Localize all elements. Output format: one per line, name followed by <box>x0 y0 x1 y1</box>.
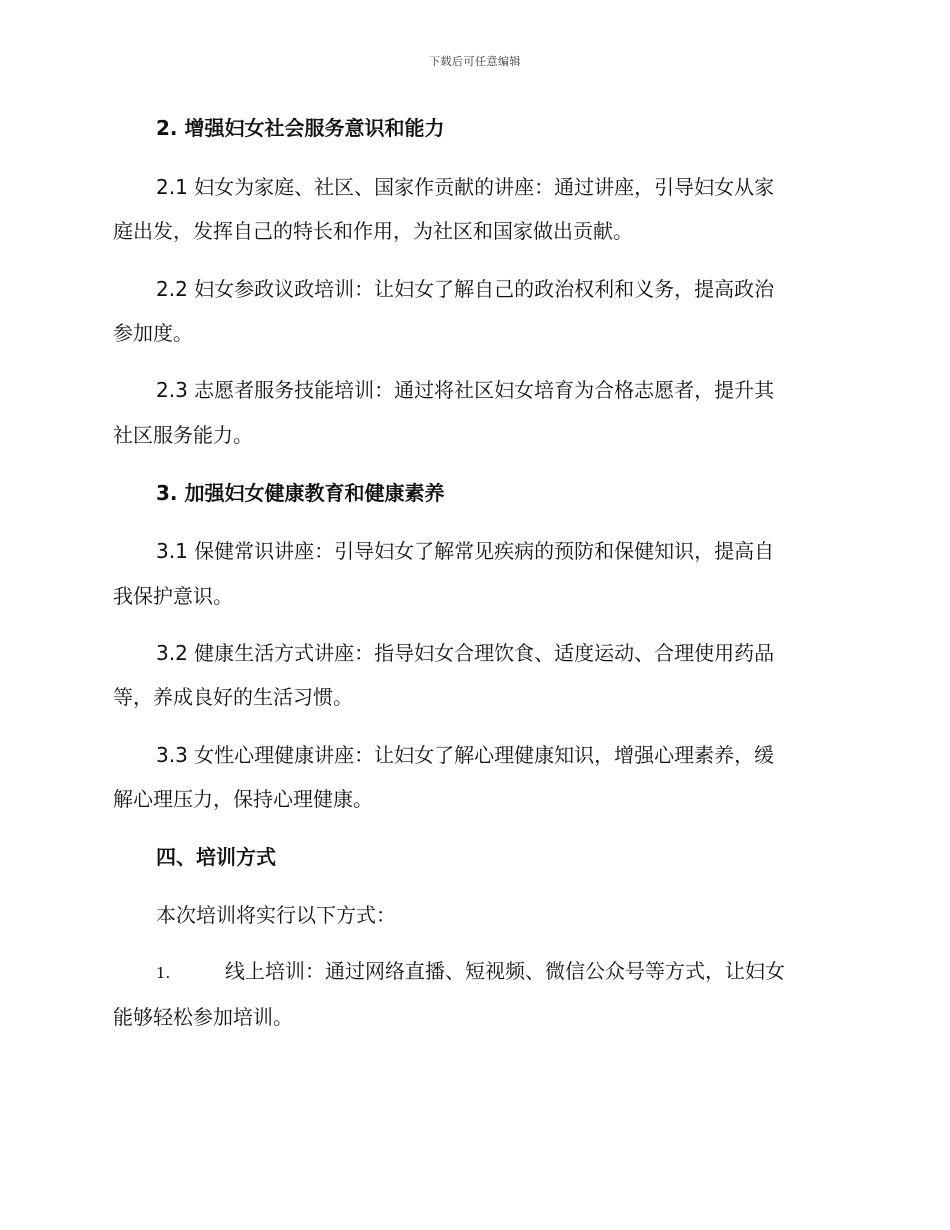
section-heading-2: 2. 增强妇女社会服务意识和能力 <box>156 116 445 140</box>
paragraph-3-2-line2: 等，养成良好的生活习惯。 <box>113 685 353 709</box>
paragraph-3-3-line1: 3.3 女性心理健康讲座：让妇女了解心理健康知识，增强心理素养，缓 <box>156 743 775 767</box>
header-note: 下载后可任意编辑 <box>429 55 521 68</box>
list-item-1-line2: 能够轻松参加培训。 <box>113 1005 293 1029</box>
paragraph-3-2-line1: 3.2 健康生活方式讲座：指导妇女合理饮食、适度运动、合理使用药品 <box>156 641 775 665</box>
paragraph-2-2-line2: 参加度。 <box>113 321 193 345</box>
paragraph-3-1-line2: 我保护意识。 <box>113 584 233 608</box>
paragraph-4-intro: 本次培训将实行以下方式： <box>156 903 396 927</box>
paragraph-3-3-line2: 解心理压力，保持心理健康。 <box>113 787 373 811</box>
list-item-text-line1: 线上培训：通过网络直播、短视频、微信公众号等方式，让妇女 <box>225 959 785 983</box>
paragraph-3-1-line1: 3.1 保健常识讲座：引导妇女了解常见疾病的预防和保健知识，提高自 <box>156 539 775 563</box>
paragraph-2-3-line2: 社区服务能力。 <box>113 423 253 447</box>
paragraph-2-3-line1: 2.3 志愿者服务技能培训：通过将社区妇女培育为合格志愿者，提升其 <box>156 378 775 402</box>
section-heading-4: 四、培训方式 <box>156 845 276 869</box>
paragraph-2-1-line1: 2.1 妇女为家庭、社区、国家作贡献的讲座：通过讲座，引导妇女从家 <box>156 175 775 199</box>
list-item-number: 1. <box>156 964 171 982</box>
paragraph-2-2-line1: 2.2 妇女参政议政培训：让妇女了解自己的政治权利和义务，提高政治 <box>156 277 775 301</box>
section-heading-3: 3. 加强妇女健康教育和健康素养 <box>156 481 445 505</box>
paragraph-2-1-line2: 庭出发，发挥自己的特长和作用，为社区和国家做出贡献。 <box>113 219 633 243</box>
